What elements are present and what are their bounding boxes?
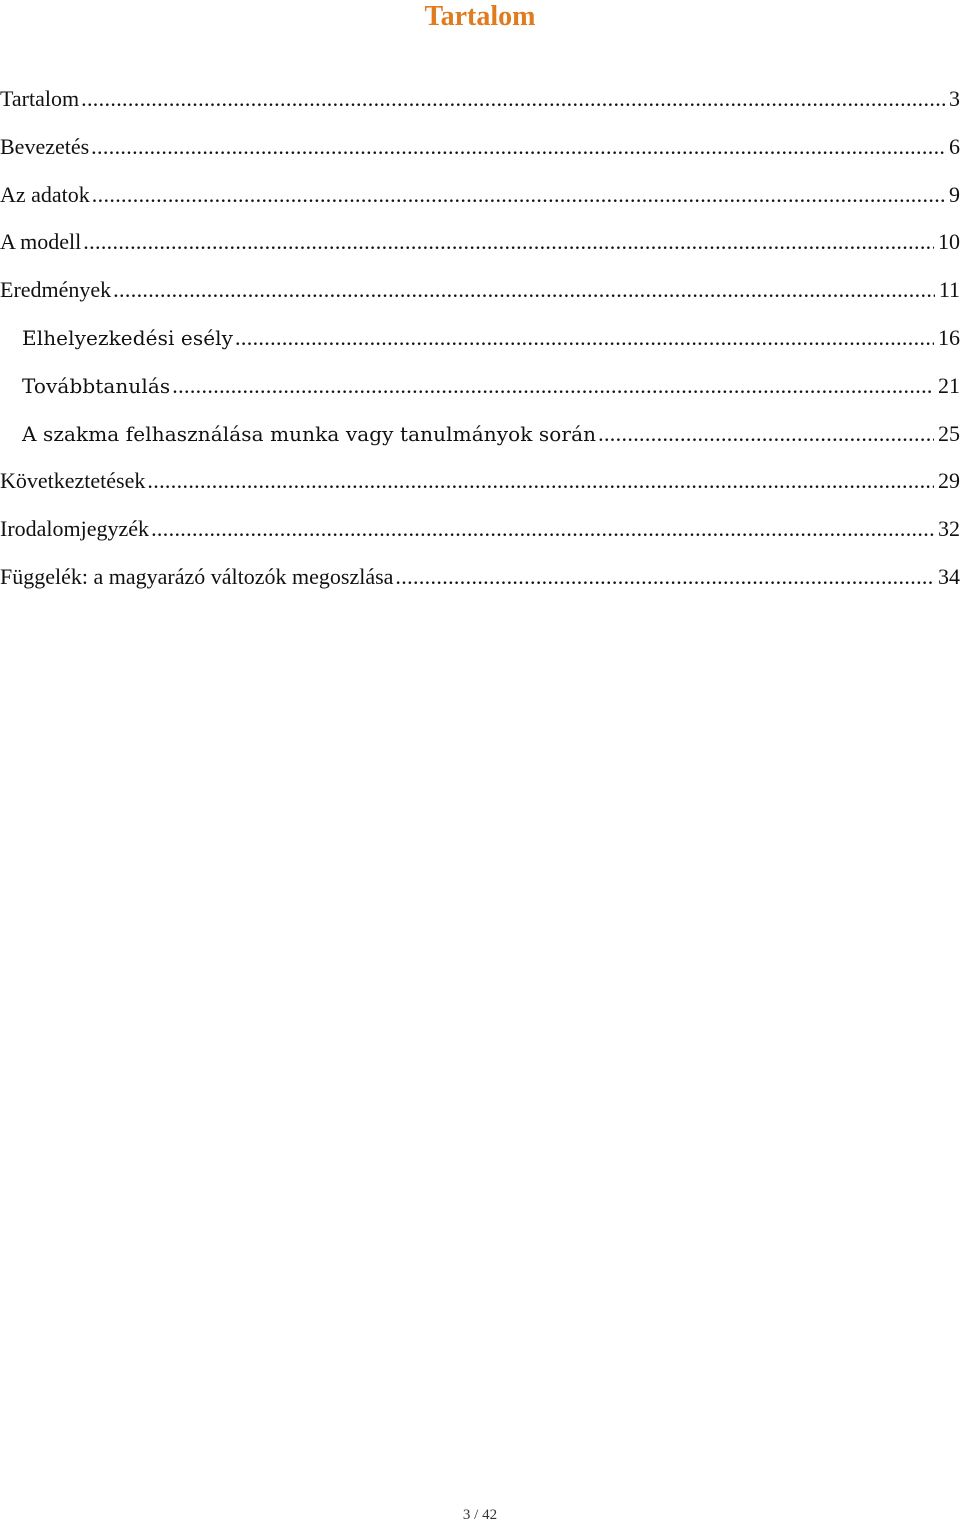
toc-entry-label: Eredmények [0, 277, 112, 303]
page-number-footer: 3 / 42 [462, 1507, 498, 1523]
toc-dot-leader [91, 136, 945, 158]
toc-entry-label: Következtetések [0, 468, 146, 494]
toc-entry-page: 34 [934, 564, 960, 590]
toc-entry-label: Továbbtanulás [22, 373, 171, 398]
toc-entry-bevezetes[interactable] [0, 134, 960, 182]
toc-entry-kovetkeztetesek[interactable] [0, 468, 960, 516]
toc-entry-eredmenyek[interactable] [0, 277, 960, 325]
toc-entry-page: 3 [945, 86, 960, 112]
toc-entry-label: Elhelyezkedési esély [22, 325, 234, 350]
toc-entry-page: 21 [934, 373, 960, 399]
toc-entry-label: Irodalomjegyzék [0, 516, 150, 542]
toc-dot-leader [81, 88, 945, 110]
toc-dot-leader [598, 423, 934, 445]
toc-entry-elhelyezkedesi-esely[interactable] [0, 325, 960, 373]
toc-entry-page: 16 [934, 325, 960, 351]
toc-entry-page: 10 [934, 229, 960, 255]
page-title: Tartalom [424, 1, 536, 32]
toc-entry-page: 6 [945, 134, 960, 160]
toc-entry-a-szakma-felhasznalasa[interactable] [0, 421, 960, 469]
toc-entry-label: Függelék: a magyarázó változók megoszlása [0, 563, 394, 589]
toc-entry-page: 11 [935, 277, 960, 303]
toc-dot-leader [235, 327, 934, 349]
toc-entry-label: Tartalom [0, 86, 80, 111]
toc-entry-page: 32 [934, 516, 960, 542]
toc-entry-label: Az adatok [0, 181, 90, 207]
toc-dot-leader [172, 375, 934, 397]
table-of-contents [0, 86, 960, 612]
toc-dot-leader [147, 470, 934, 492]
toc-entry-irodalomjegyzek[interactable] [0, 516, 960, 564]
toc-entry-label: A szakma felhasználása munka vagy tanulmányok során [22, 421, 597, 446]
toc-entry-page: 9 [945, 182, 960, 208]
toc-entry-fuggelek[interactable] [0, 564, 960, 612]
toc-entry-tartalom[interactable] [0, 86, 960, 134]
toc-dot-leader [151, 518, 934, 540]
toc-entry-page: 29 [934, 468, 960, 494]
toc-entry-label: A modell [0, 229, 82, 255]
toc-entry-page: 25 [934, 421, 960, 447]
toc-entry-az-adatok[interactable] [0, 182, 960, 230]
toc-dot-leader [83, 231, 934, 253]
toc-entry-tovabbtanulas[interactable] [0, 373, 960, 421]
toc-dot-leader [92, 184, 945, 206]
toc-dot-leader [113, 279, 935, 301]
toc-entry-label: Bevezetés [0, 133, 90, 159]
toc-entry-a-modell[interactable] [0, 229, 960, 277]
toc-dot-leader [395, 566, 934, 588]
